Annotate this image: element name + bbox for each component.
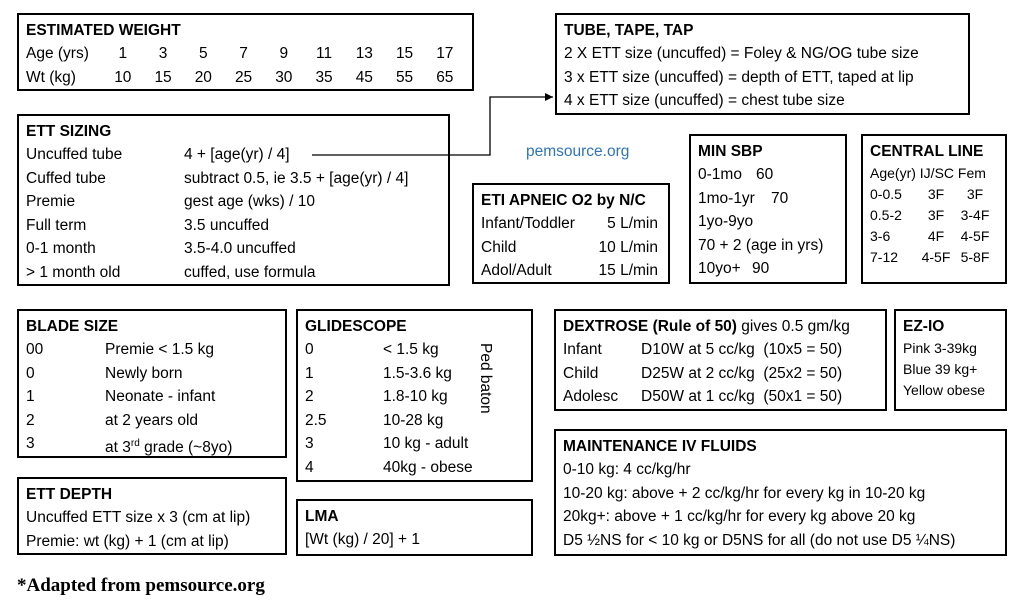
- blade-size-value: 0: [26, 364, 35, 382]
- min-sbp-box: [689, 134, 847, 284]
- eti-apneic-value: 15 L/min: [598, 262, 658, 279]
- dextrose-row: [563, 362, 878, 386]
- glidescope-desc: < 1.5 kg: [383, 341, 439, 358]
- pemsource-link[interactable]: pemsource.org: [526, 143, 630, 160]
- ett-sizing-title: ETT SIZING: [26, 123, 112, 140]
- age-value: 9: [279, 45, 289, 62]
- ett-sizing-value: 3.5 uncuffed: [184, 216, 270, 234]
- age-value: 11: [316, 45, 333, 62]
- central-line-row: [870, 205, 998, 226]
- age-value: 7: [239, 45, 248, 62]
- glidescope-desc: 10-28 kg: [383, 411, 444, 429]
- wt-value: 45: [355, 68, 373, 86]
- blade-size-desc: Premie < 1.5 kg: [105, 341, 214, 358]
- dextrose-value: D50W at 1 cc/kg (50x1 = 50): [641, 388, 843, 405]
- age-value: 5: [199, 45, 208, 62]
- ez-io-title: EZ-IO: [903, 318, 945, 335]
- eti-apneic-value: 5 L/min: [607, 215, 658, 232]
- glidescope-size: 2: [305, 388, 314, 405]
- min-sbp-value: 90: [752, 260, 770, 277]
- eti-apneic-value: 10 L/min: [598, 238, 658, 256]
- central-line-row: [870, 226, 998, 247]
- central-line-age: 0-0.5: [870, 186, 902, 202]
- wt-value: 25: [234, 68, 253, 86]
- blade-size-desc: at 2 years old: [105, 411, 199, 429]
- min-sbp-value: 70: [771, 189, 789, 207]
- age-value: 13: [355, 45, 373, 62]
- ett-depth-title: ETT DEPTH: [26, 486, 113, 503]
- central-line-row: [870, 247, 998, 268]
- ez-io-box: [894, 309, 1007, 411]
- age-value: 1: [118, 45, 128, 62]
- ez-io-line: Yellow obese: [903, 382, 985, 398]
- blade-size-desc: Newly born: [105, 364, 183, 382]
- central-line-ij: 4-5F: [921, 249, 951, 265]
- glidescope-desc: 1.8-10 kg: [383, 388, 448, 405]
- ett-sizing-value: 3.5-4.0 uncuffed: [184, 240, 296, 257]
- wt-value: 15: [154, 68, 172, 86]
- maintenance-line: 10-20 kg: above + 2 cc/kg/hr for every kg in 10-20 kg: [563, 484, 926, 502]
- central-line-fem: 3F: [966, 186, 984, 202]
- min-sbp-value: 60: [756, 166, 774, 183]
- glidescope-size: 3: [305, 435, 314, 452]
- min-sbp-row: [698, 210, 838, 234]
- central-line-fem: 3-4F: [960, 207, 990, 223]
- ett-sizing-label: Cuffed tube: [26, 169, 106, 187]
- min-sbp-label: 10yo+: [698, 260, 741, 277]
- wt-value: 65: [436, 68, 454, 86]
- ett-sizing-value: cuffed, use formula: [184, 263, 316, 281]
- ett-depth-line: Premie: wt (kg) + 1 (cm at lip): [26, 532, 229, 550]
- blade-size-value: 3: [26, 435, 35, 452]
- central-line-box: [861, 134, 1007, 284]
- wt-value: 35: [315, 68, 333, 86]
- ez-io-line: Blue 39 kg+: [903, 361, 978, 377]
- ett-depth-box: [17, 477, 287, 555]
- eti-apneic-label: Adol/Adult: [481, 262, 552, 279]
- dextrose-label: Child: [563, 364, 599, 382]
- eti-apneic-box: [472, 183, 670, 284]
- wt-value: 55: [395, 68, 414, 86]
- central-line-ij: 3F: [927, 186, 945, 202]
- central-line-ij: 4F: [927, 228, 945, 244]
- blade-size-value: 00: [26, 341, 44, 358]
- tube-line: 2 X ETT size (uncuffed) = Foley & NG/OG tube size: [564, 45, 919, 62]
- blade-size-value: 1: [26, 388, 35, 405]
- blade-size-desc: Neonate - infant: [105, 388, 216, 405]
- central-line-age: 0.5-2: [870, 207, 902, 223]
- glidescope-desc: 10 kg - adult: [383, 435, 469, 452]
- ett-sizing-value: gest age (wks) / 10: [184, 193, 315, 210]
- eti-apneic-title: ETI APNEIC O2 by N/C: [481, 192, 646, 209]
- central-line-title: CENTRAL LINE: [870, 143, 984, 160]
- glidescope-desc: 1.5-3.6 kg: [383, 364, 452, 382]
- blade-size-row: [26, 432, 278, 460]
- eti-apneic-label: Child: [481, 238, 517, 256]
- glidescope-size: 0: [305, 341, 314, 358]
- tube-line: 3 x ETT size (uncuffed) = depth of ETT, taped at lip: [564, 68, 914, 86]
- eti-apneic-row: [481, 259, 661, 283]
- wt-value: 30: [275, 68, 293, 86]
- age-label: Age (yrs): [26, 45, 89, 62]
- lma-box: [296, 499, 533, 556]
- eti-apneic-row: [481, 236, 661, 260]
- blade-size-value: 2: [26, 411, 35, 429]
- eti-apneic-label: Infant/Toddler: [481, 215, 575, 232]
- lma-title: LMA: [305, 508, 339, 525]
- min-sbp-label: 1yo-9yo: [698, 213, 754, 230]
- central-line-age: 3-6: [870, 228, 891, 244]
- blade-size-row: [26, 409, 278, 433]
- glidescope-size: 4: [305, 458, 314, 476]
- glidescope-row: [305, 456, 524, 480]
- dextrose-label: Infant: [563, 341, 602, 358]
- central-line-fem: 4-5F: [960, 228, 990, 244]
- glidescope-size: 2.5: [305, 411, 327, 429]
- min-sbp-row: [698, 187, 838, 211]
- ett-sizing-label: Uncuffed tube: [26, 146, 123, 163]
- estimated-weight-title: ESTIMATED WEIGHT: [26, 22, 181, 39]
- wt-value: 20: [194, 68, 212, 86]
- age-value: 3: [158, 45, 168, 62]
- blade-size-row: [26, 362, 278, 386]
- maintenance-title: MAINTENANCE IV FLUIDS: [563, 438, 757, 455]
- dextrose-row: [563, 385, 878, 409]
- ett-sizing-label: 0-1 month: [26, 240, 96, 257]
- blade-size-row: [26, 338, 278, 362]
- ett-sizing-value: subtract 0.5, ie 3.5 + [age(yr) / 4]: [184, 169, 409, 187]
- tube-line: 4 x ETT size (uncuffed) = chest tube size: [564, 92, 845, 109]
- blade-size-desc: at 3rd grade (~8yo): [105, 438, 233, 457]
- dextrose-label: Adolesc: [563, 388, 619, 405]
- blade-size-title: BLADE SIZE: [26, 318, 119, 335]
- min-sbp-label: 70 + 2 (age in yrs): [698, 236, 824, 254]
- maintenance-line: 20kg+: above + 1 cc/kg/hr for every kg above 20 kg: [563, 508, 916, 525]
- ett-sizing-value: 4 + [age(yr) / 4]: [184, 146, 290, 163]
- maintenance-line: D5 ½NS for < 10 kg or D5NS for all (do not use D5 ¼NS): [563, 531, 956, 549]
- maintenance-box: [554, 429, 1007, 556]
- dextrose-value: D10W at 5 cc/kg (10x5 = 50): [641, 341, 843, 358]
- glidescope-title: GLIDESCOPE: [305, 318, 407, 335]
- central-line-age: 7-12: [870, 249, 899, 265]
- central-line-ij: 3F: [927, 207, 945, 223]
- dextrose-value: D25W at 2 cc/kg (25x2 = 50): [641, 364, 843, 382]
- blade-size-box: [17, 309, 287, 458]
- min-sbp-row: [698, 163, 838, 187]
- central-line-header: Age(yr) IJ/SC Fem: [870, 165, 986, 181]
- min-sbp-label: 1mo-1yr: [698, 189, 755, 207]
- dextrose-box: [554, 309, 887, 411]
- min-sbp-row: [698, 234, 838, 258]
- central-line-fem: 5-8F: [960, 249, 990, 265]
- age-value: 17: [436, 45, 454, 62]
- glidescope-size: 1: [305, 364, 314, 382]
- lma-line: [Wt (kg) / 20] + 1: [305, 531, 420, 548]
- glidescope-desc: 40kg - obese: [383, 458, 473, 476]
- min-sbp-row: [698, 257, 838, 281]
- ped-baton-label: Ped baton: [477, 343, 494, 414]
- glidescope-box: [296, 309, 533, 482]
- dextrose-row: [563, 338, 878, 362]
- eti-apneic-row: [481, 212, 661, 236]
- min-sbp-label: 0-1mo: [698, 166, 742, 183]
- footnote: *Adapted from pemsource.org: [17, 575, 265, 596]
- ett-sizing-label: > 1 month old: [26, 263, 121, 281]
- tube-tape-tap-title: TUBE, TAPE, TAP: [564, 22, 694, 39]
- blade-size-row: [26, 385, 278, 409]
- dextrose-title: DEXTROSE (Rule of 50) gives 0.5 gm/kg: [563, 318, 850, 335]
- maintenance-line: 0-10 kg: 4 cc/kg/hr: [563, 461, 691, 478]
- ett-sizing-label: Full term: [26, 216, 87, 234]
- min-sbp-title: MIN SBP: [698, 143, 763, 160]
- age-value: 15: [395, 45, 414, 62]
- ett-sizing-label: Premie: [26, 193, 76, 210]
- central-line-row: [870, 184, 998, 205]
- wt-value: 10: [114, 68, 132, 86]
- ez-io-line: Pink 3-39kg: [903, 340, 977, 356]
- wt-label: Wt (kg): [26, 68, 76, 86]
- glidescope-row: [305, 432, 524, 456]
- ett-depth-line: Uncuffed ETT size x 3 (cm at lip): [26, 509, 251, 526]
